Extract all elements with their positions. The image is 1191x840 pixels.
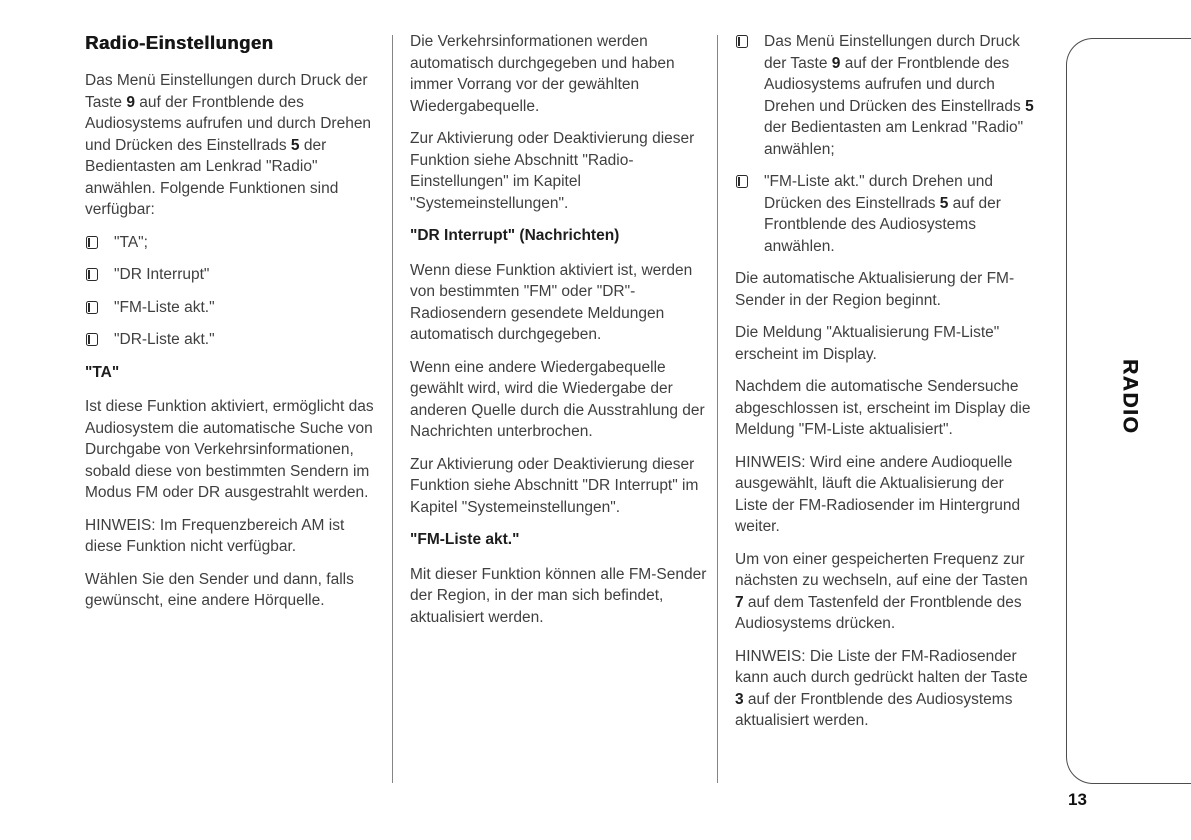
paragraph: Wenn diese Funktion aktiviert ist, werden von bestimmten "FM" oder "DR"-Radiosendern gesendete Meldungen automatisch durchgegeben.: [410, 261, 693, 343]
paragraph: Zur Aktivierung oder Deaktivierung dieser Funktion siehe Abschnitt "DR Interrupt" im Kapitel "Systemeinstellungen".: [410, 455, 699, 516]
ballot-square-icon: [736, 35, 748, 48]
section-heading: "DR Interrupt" (Nachrichten): [410, 227, 620, 244]
paragraph: Mit dieser Funktion können alle FM-Sender der Region, in der man sich befindet, aktualisiert werden.: [410, 565, 707, 626]
column-divider: [392, 35, 393, 783]
paragraph: Das Menü Einstellungen durch Druck der Taste 9 auf der Frontblende des Audiosystems aufrufen und durch Drehen und Drücken des Einstellrads 5 der Bedientasten am Lenkrad "Radio" anwählen. Folgende Funktionen sind verfügbar:: [85, 72, 372, 218]
list-item: [85, 264, 377, 286]
column-left: [85, 31, 377, 623]
ballot-square-icon: [86, 268, 98, 281]
paragraph: Nachdem die automatische Sendersuche abgeschlossen ist, erscheint im Display die Meldung "FM-Liste aktualisiert".: [735, 378, 1031, 438]
paragraph: HINWEIS: Die Liste der FM-Radiosender kann auch durch gedrückt halten der Taste 3 auf der Frontblende des Audiosystems aktualisiert werden.: [735, 647, 1028, 729]
paragraph: Die Verkehrsinformationen werden automatisch durchgegeben und haben immer Vorrang vor der gewählten Wiedergabequelle.: [410, 33, 675, 115]
paragraph: HINWEIS: Wird eine andere Audioquelle ausgewählt, läuft die Aktualisierung der Liste der FM-Radiosender im Hintergrund weiter.: [735, 453, 1021, 535]
page-number: 13: [1068, 790, 1087, 809]
list-item-text: "DR-Liste akt.": [114, 331, 215, 348]
chapter-tab-label: RADIO: [1118, 359, 1142, 435]
ballot-square-icon: [736, 175, 748, 188]
column-middle: [410, 31, 710, 639]
list-item: [85, 297, 377, 319]
chapter-tab: [1066, 38, 1191, 784]
column-divider: [717, 35, 718, 783]
ballot-square-icon: [86, 301, 98, 314]
paragraph: Ist diese Funktion aktiviert, ermöglicht das Audiosystem die automatische Suche von Durchgabe von Verkehrsinformationen, sobald diese von bestimmten Sendern im Modus FM oder DR ausgestrahlt werden.: [85, 398, 374, 501]
paragraph: Wenn eine andere Wiedergabequelle gewählt wird, wird die Wiedergabe der anderen Quelle durch die Ausstrahlung der Nachrichten unterbrochen.: [410, 358, 705, 440]
ballot-square-icon: [86, 333, 98, 346]
column-right: [735, 31, 1035, 743]
paragraph: Wählen Sie den Sender und dann, falls gewünscht, eine andere Hörquelle.: [85, 570, 354, 609]
list-item-text: "FM-Liste akt." durch Drehen und Drücken des Einstellrads 5 auf der Frontblende des Audiosystems anwählen.: [764, 173, 1001, 255]
list-item: [735, 171, 1035, 257]
section-heading: "TA": [85, 363, 120, 381]
section-heading: "FM-Liste akt.": [410, 531, 520, 548]
page-title: Radio-Einstellungen: [85, 32, 274, 53]
paragraph: Zur Aktivierung oder Deaktivierung dieser Funktion siehe Abschnitt "Radio-Einstellungen" im Kapitel "Systemeinstellungen".: [410, 130, 695, 212]
list-item-text: Das Menü Einstellungen durch Druck der Taste 9 auf der Frontblende des Audiosystems aufrufen und durch Drehen und Drücken des Einstellrads 5 der Bedientasten am Lenkrad "Radio" anwählen;: [764, 33, 1034, 158]
paragraph: Die automatische Aktualisierung der FM-Sender in der Region beginnt.: [735, 270, 1015, 309]
list-item: [85, 329, 377, 351]
list-item-text: "TA";: [114, 233, 148, 251]
paragraph: Die Meldung "Aktualisierung FM-Liste" erscheint im Display.: [735, 324, 1000, 363]
ballot-square-icon: [86, 236, 98, 249]
list-item: [85, 232, 377, 254]
list-item-text: "FM-Liste akt.": [114, 298, 215, 316]
paragraph: Um von einer gespeicherten Frequenz zur nächsten zu wechseln, auf eine der Tasten 7 auf dem Tastenfeld der Frontblende des Audiosystems drücken.: [735, 550, 1028, 632]
paragraph: HINWEIS: Im Frequenzbereich AM ist diese Funktion nicht verfügbar.: [85, 516, 345, 555]
list-item: [735, 31, 1035, 160]
list-item-text: "DR Interrupt": [114, 266, 210, 283]
